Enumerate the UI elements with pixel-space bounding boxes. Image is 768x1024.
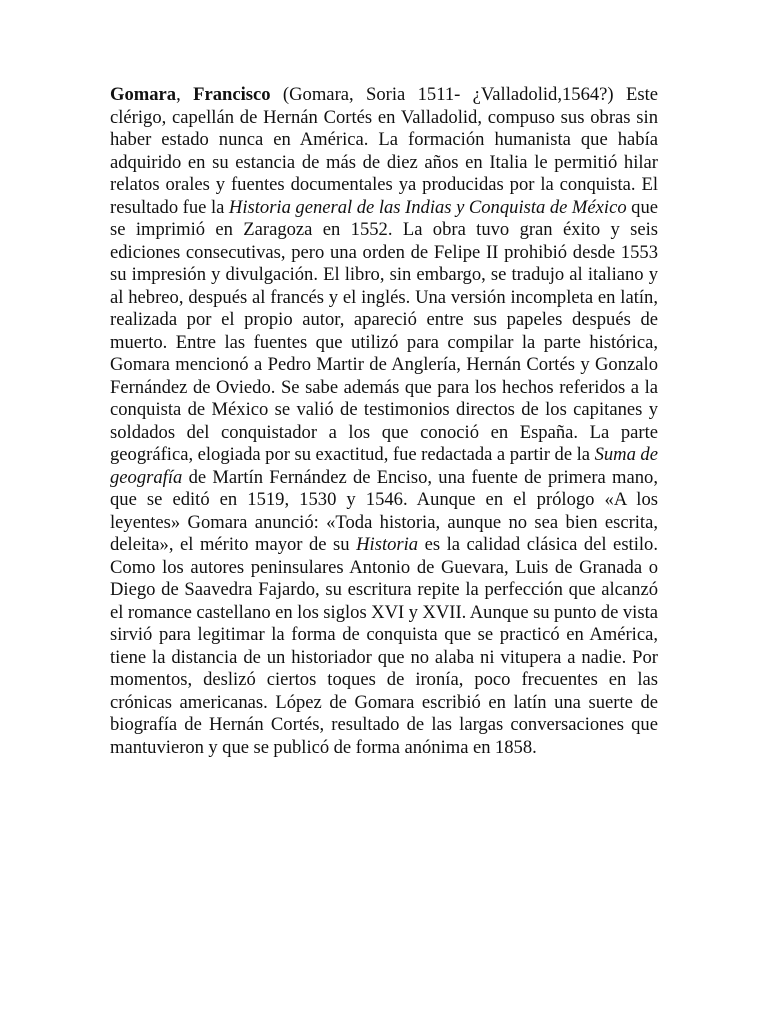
entry-text-part-2: que se imprimió en Zaragoza en 1552. La obra tuvo gran éxito y seis ediciones consecutivas, pero una orden de Felipe II prohibió desde 1553 su impresión y divulgación. El libro, sin embargo, se tradujo al italiano y al hebreo, después al francés y el inglés. Una versión incompleta en latín, realizada por el propio autor, apareció entre sus papeles después de muerto. Entre las fuentes que utilizó para compilar la parte histórica, Gomara mencionó a Pedro Martir de Anglería, Hernán Cortés y Gonzalo Fernández de Oviedo. Se sabe además que para los hechos referidos a la conquista de México se valió de testimonios directos de los capitanes y soldados del conquistador a los que conoció en España. La parte geográfica, elogiada por su exactitud, fue redactada a partir de la — [110, 196, 658, 465]
biography-entry — [110, 84, 658, 759]
entry-surname: Gomara — [110, 84, 177, 105]
work-title-suma-de-geografia: Suma de geografía — [110, 444, 658, 488]
entry-text-part-3: de Martín Fernández de Enciso, una fuente de primera mano, que se editó en 1519, 1530 y 1546. Aunque en el prólogo «A los leyentes» Gomara anunció: «Toda historia, aunque no sea bien escrita, deleita», el mérito mayor de su — [110, 466, 658, 555]
work-title-historia: Historia — [356, 534, 419, 555]
entry-text-part-4: es la calidad clásica del estilo. Como los autores peninsulares Antonio de Guevara, Luis de Granada o Diego de Saavedra Fajardo, su escritura repite la perfección que alcanzó el romance castellano en los siglos XVI y XVII. Aunque su punto de vista sirvió para legitimar la forma de conquista que se practicó en América, tiene la distancia de un historiador que no alaba ni vitupera a nadie. Por momentos, deslizó ciertos toques de ironía, poco frecuentes en las crónicas americanas. López de Gomara escribió en latín una suerte de biografía de Hernán Cortés, resultado de las largas conversaciones que mantuvieron y que se publicó de forma anónima en 1858. — [110, 534, 658, 758]
entry-text-part-1: (Gomara, Soria 1511- ¿Valladolid,1564?) Este clérigo, capellán de Hernán Cortés en Valladolid, compuso sus obras sin haber estado nunca en América. La formación humanista que había adquirido en su estancia de más de diez años en Italia le permitió hilar relatos orales y fuentes documentales ya producidas por la conquista. El resultado fue la — [110, 84, 658, 218]
entry-given-name: Francisco — [193, 84, 271, 105]
name-separator: , — [176, 84, 194, 105]
work-title-historia-general: Historia general de las Indias y Conquista de México — [228, 196, 627, 218]
